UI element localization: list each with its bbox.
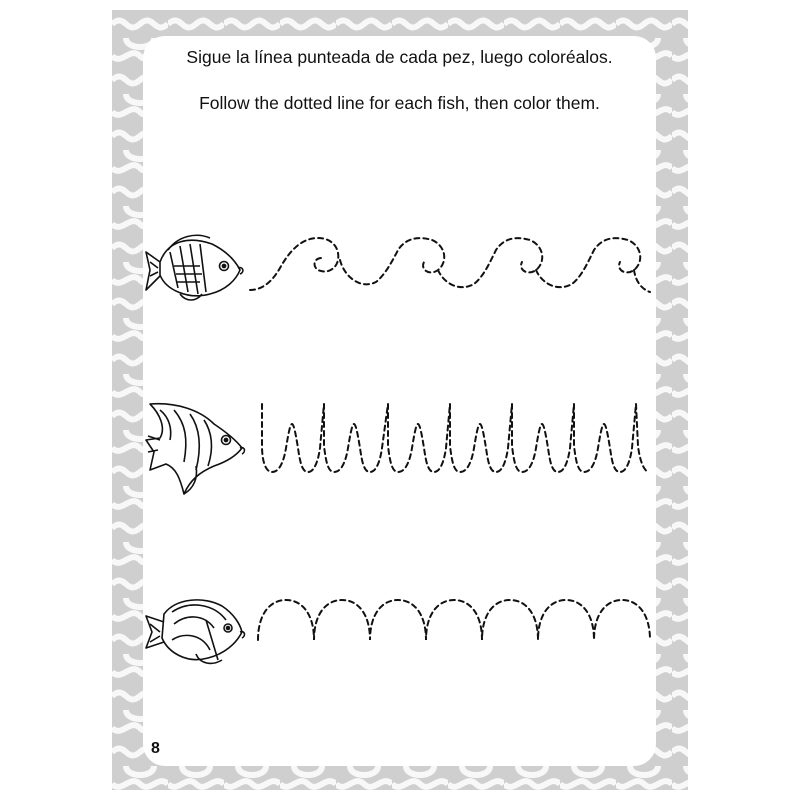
tracing-path-rounded-arches bbox=[258, 600, 650, 640]
striped-round-fish-icon bbox=[146, 235, 243, 300]
tracing-path-pointed-arches bbox=[262, 404, 648, 472]
tracing-path-spiral-wave bbox=[250, 238, 650, 292]
angelfish-icon bbox=[146, 404, 244, 494]
butterflyfish-icon bbox=[146, 600, 244, 663]
page-number: 8 bbox=[151, 740, 160, 757]
instruction-english: Follow the dotted line for each fish, then color them. bbox=[199, 93, 600, 113]
instruction-spanish: Sigue la línea punteada de cada pez, luego coloréalos. bbox=[186, 47, 613, 67]
